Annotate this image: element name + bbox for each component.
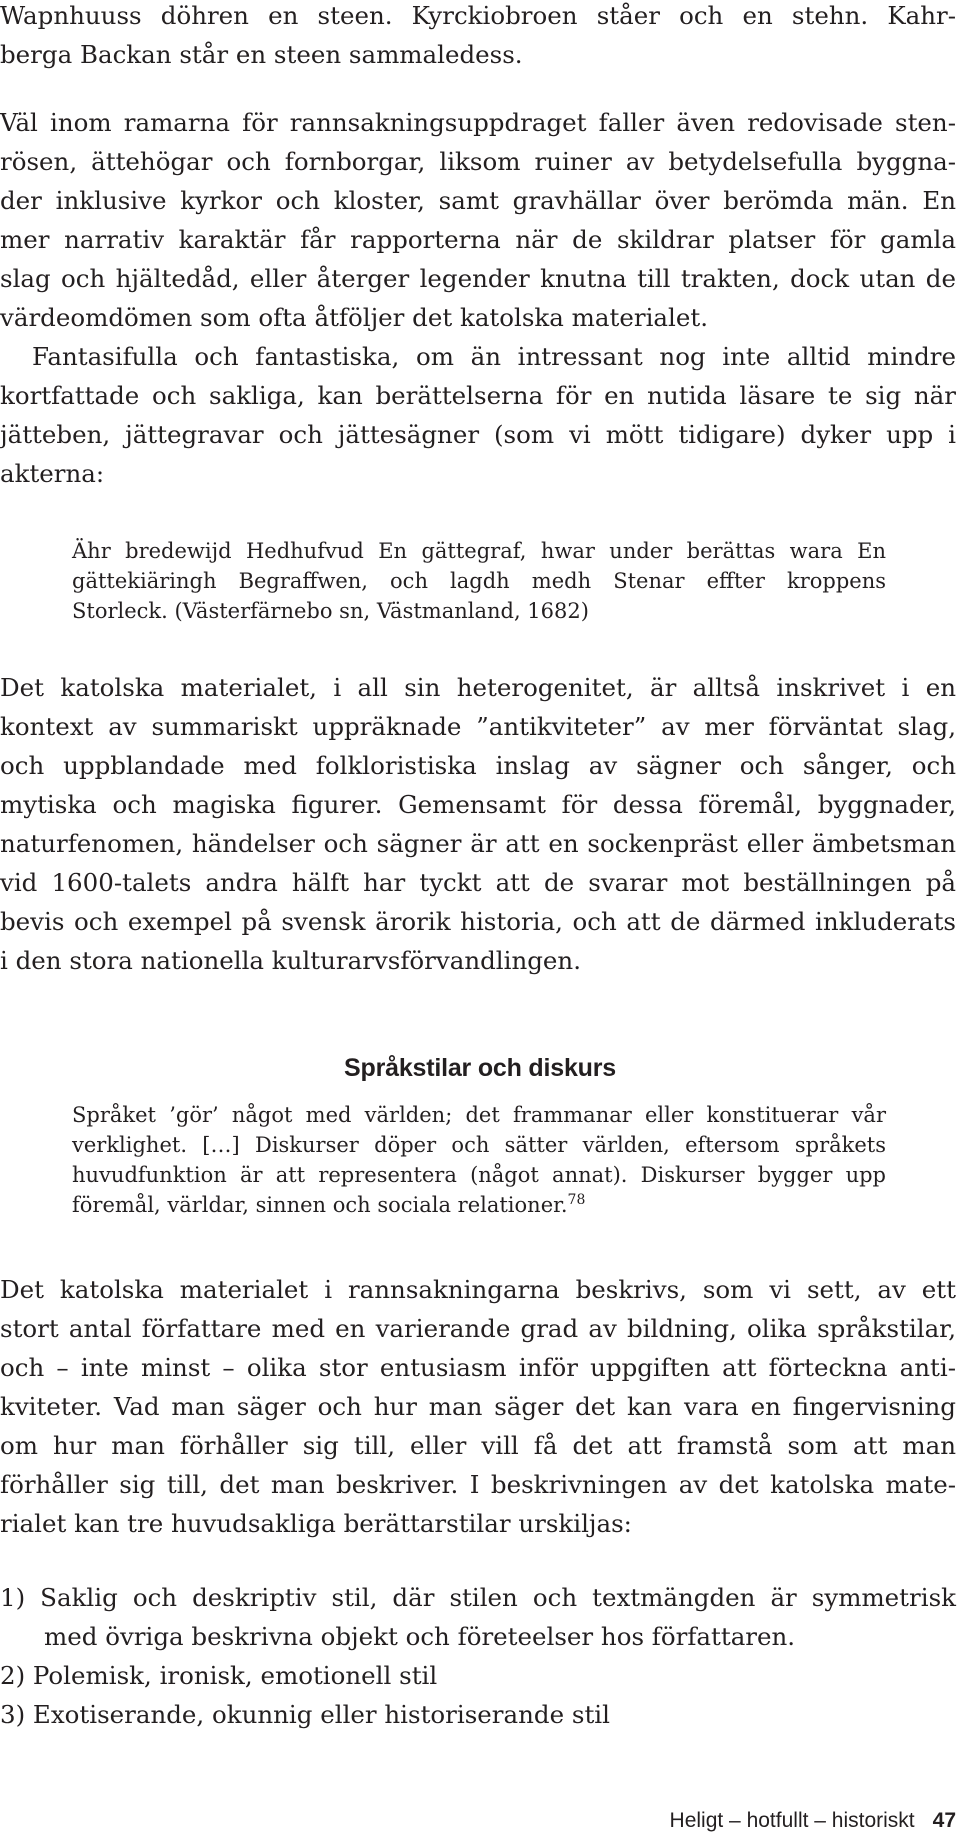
text-line: kontext av summariskt uppräknade ”antikviteter” av mer förväntat slag, — [0, 712, 956, 741]
text-line: mytiska och magiska figurer. Gemensamt för dessa föremål, byggnader, — [0, 790, 956, 819]
footnote-reference[interactable]: 78 — [567, 1192, 586, 1208]
text-line: bevis och exempel på svensk ärorik historia, och att de därmed inkluderats — [0, 907, 956, 936]
text-line: rösen, ättehögar och fornborgar, liksom ruiner av betydelsefulla byggna- — [0, 147, 956, 176]
list-item-continuation: med övriga beskrivna objekt och företeelser hos författaren. — [44, 1622, 796, 1651]
text-line: slag och hjältedåd, eller återger legender knutna till trakten, dock utan de — [0, 264, 956, 293]
text-line: och – inte minst – olika stor entusiasm inför uppgiften att förteckna anti- — [0, 1353, 956, 1382]
page-footer — [670, 1808, 956, 1834]
text-line: berga Backan står en steen sammaledess. — [0, 40, 523, 69]
quote-line — [72, 1190, 886, 1220]
section-heading: Språkstilar och diskurs — [344, 1054, 616, 1082]
page-number: 47 — [932, 1809, 956, 1832]
text-line: Det katolska materialet, i all sin heterogenitet, är alltså inskrivet i en — [0, 673, 956, 702]
text-line: kviteter. Vad man säger och hur man säger det kan vara en fingervisning — [0, 1392, 956, 1421]
text-line: naturfenomen, händelser och sägner är att en sockenpräst eller ämbetsman — [0, 829, 956, 858]
text-line: värdeomdömen som ofta åtföljer det katolska materialet. — [0, 303, 708, 332]
block-quote — [72, 536, 886, 626]
text-line: der inklusive kyrkor och kloster, samt gravhällar över berömda män. En — [0, 186, 956, 215]
text-line: kortfattade och sakliga, kan berättelserna för en nutida läsare te sig när — [0, 381, 956, 410]
text-line: förhåller sig till, det man beskriver. I beskrivningen av det katolska mate- — [0, 1470, 956, 1499]
epigraph-quote — [72, 1100, 886, 1220]
text-line: Wapnhuuss döhren en steen. Kyrckiobroen ståer och en stehn. Kahr- — [0, 1, 956, 30]
text-line: vid 1600-talets andra hälft har tyckt att de svarar mot beställningen på — [0, 868, 956, 897]
quote-line: huvudfunktion är att representera (något annat). Diskurser bygger upp — [72, 1163, 886, 1187]
quote-line: gättekiäringh Begraffwen, och lagdh medh Stenar effter kroppens — [72, 569, 886, 593]
quote-line: Storleck. (Västerfärnebo sn, Västmanland, 1682) — [72, 599, 589, 623]
running-title: Heligt – hotfullt – historiskt — [669, 1809, 915, 1832]
text-line: Det katolska materialet i rannsakningarna beskrivs, som vi sett, av ett — [0, 1275, 956, 1304]
text-line: Fantasifulla och fantastiska, om än intressant nog inte alltid mindre — [32, 342, 956, 371]
text-line: om hur man förhåller sig till, eller vill få det att framstå som att man — [0, 1431, 956, 1460]
quote-line-text: föremål, världar, sinnen och sociala relationer. — [72, 1193, 568, 1217]
text-line: och uppblandade med folkloristiska inslag av sägner och sånger, och — [0, 751, 956, 780]
quote-line: Språket ’gör’ något med världen; det frammanar eller konstituerar vår — [72, 1103, 886, 1127]
text-line: Väl inom ramarna för rannsakningsuppdraget faller även redovisade sten- — [0, 108, 956, 137]
text-line: mer narrativ karaktär får rapporterna när de skildrar platser för gamla — [0, 225, 956, 254]
quote-line: verklighet. […] Diskurser döper och sätter världen, eftersom språkets — [72, 1133, 886, 1157]
text-line: i den stora nationella kulturarvsförvandlingen. — [0, 946, 581, 975]
list-item: 1) Saklig och deskriptiv stil, där stilen och textmängden är symmetrisk — [0, 1583, 956, 1612]
text-line: akterna: — [0, 459, 105, 488]
list-item: 3) Exotiserande, okunnig eller historiserande stil — [0, 1700, 610, 1729]
text-line: rialet kan tre huvudsakliga berättarstilar urskiljas: — [0, 1509, 632, 1538]
text-line: jätteben, jättegravar och jättesägner (som vi mött tidigare) dyker upp i — [0, 420, 956, 449]
text-line: stort antal författare med en varierande grad av bildning, olika språkstilar, — [0, 1314, 956, 1343]
list-item: 2) Polemisk, ironisk, emotionell stil — [0, 1661, 438, 1690]
quote-line: Ähr bredewijd Hedhufvud En gättegraf, hwar under berättas wara En — [72, 539, 886, 563]
